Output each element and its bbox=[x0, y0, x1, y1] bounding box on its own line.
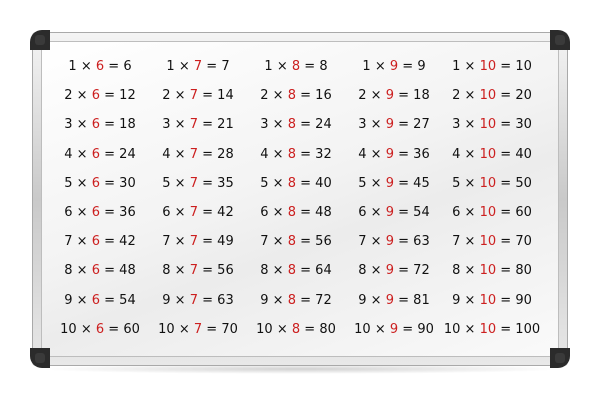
factor-highlight: 8 bbox=[287, 175, 296, 191]
product: 14 bbox=[217, 88, 234, 104]
factor-highlight: 8 bbox=[291, 321, 301, 337]
product: 16 bbox=[315, 88, 332, 104]
multiplier: 7 bbox=[162, 234, 171, 250]
factor-highlight: 8 bbox=[287, 234, 296, 250]
table-column-7 bbox=[148, 55, 248, 345]
multiplier: 2 bbox=[260, 88, 269, 104]
multiplier: 1 bbox=[452, 59, 461, 74]
multiplier: 9 bbox=[358, 292, 367, 308]
multiplier: 8 bbox=[162, 263, 171, 279]
equation-row: 4 × 7 = 28 bbox=[162, 146, 234, 162]
product: 48 bbox=[315, 205, 332, 220]
multiplier: 10 bbox=[60, 321, 77, 337]
equation-row: 1 × 6 = 6 bbox=[68, 59, 132, 74]
product: 60 bbox=[123, 321, 140, 337]
multiplier: 6 bbox=[64, 205, 73, 220]
product: 9 bbox=[417, 59, 426, 74]
equation-row: 9 × 6 = 54 bbox=[64, 292, 136, 308]
multiplier: 10 bbox=[443, 321, 461, 337]
multiplier: 4 bbox=[358, 146, 367, 162]
factor-highlight: 9 bbox=[385, 175, 394, 191]
product: 70 bbox=[221, 321, 238, 337]
equation-row: 3 × 10 = 30 bbox=[452, 117, 532, 133]
product: 36 bbox=[413, 146, 430, 162]
equation-row: 8 × 8 = 64 bbox=[260, 263, 332, 279]
multiplier: 7 bbox=[64, 234, 73, 250]
equation-row: 2 × 10 = 20 bbox=[452, 88, 532, 104]
equation-row: 8 × 7 = 56 bbox=[162, 263, 234, 279]
equation-row: 2 × 8 = 16 bbox=[260, 88, 332, 104]
factor-highlight: 6 bbox=[91, 88, 100, 104]
factor-highlight: 8 bbox=[287, 88, 296, 104]
equation-row: 8 × 10 = 80 bbox=[452, 263, 532, 279]
factor-highlight: 10 bbox=[479, 117, 497, 133]
factor-highlight: 7 bbox=[193, 321, 203, 337]
equation-row: 10 × 6 = 60 bbox=[60, 321, 140, 337]
product: 70 bbox=[515, 234, 532, 250]
equation-row: 6 × 10 = 60 bbox=[452, 205, 532, 220]
equation-row: 5 × 9 = 45 bbox=[358, 175, 430, 191]
factor-highlight: 8 bbox=[287, 292, 296, 308]
equation-row: 1 × 8 = 8 bbox=[264, 59, 328, 74]
equation-row: 2 × 6 = 12 bbox=[64, 88, 136, 104]
factor-highlight: 10 bbox=[479, 59, 497, 74]
factor-highlight: 8 bbox=[287, 263, 296, 279]
product: 80 bbox=[319, 321, 336, 337]
factor-highlight: 9 bbox=[385, 88, 394, 104]
factor-highlight: 9 bbox=[385, 263, 394, 279]
equation-row: 6 × 8 = 48 bbox=[260, 205, 332, 220]
equation-row: 6 × 9 = 54 bbox=[358, 205, 430, 220]
equation-row: 1 × 9 = 9 bbox=[362, 59, 426, 74]
factor-highlight: 6 bbox=[95, 321, 105, 337]
product: 36 bbox=[119, 205, 136, 220]
multiplier: 6 bbox=[260, 205, 269, 220]
product: 56 bbox=[315, 234, 332, 250]
multiplier: 7 bbox=[358, 234, 367, 250]
equation-row: 5 × 6 = 30 bbox=[64, 175, 136, 191]
product: 18 bbox=[413, 88, 430, 104]
multiplier: 1 bbox=[362, 59, 371, 74]
multiplier: 2 bbox=[64, 88, 73, 104]
factor-highlight: 8 bbox=[291, 59, 301, 74]
equation-row: 4 × 6 = 24 bbox=[64, 146, 136, 162]
multiplier: 10 bbox=[158, 321, 175, 337]
product: 45 bbox=[413, 175, 430, 191]
product: 40 bbox=[315, 175, 332, 191]
factor-highlight: 6 bbox=[91, 146, 100, 162]
product: 90 bbox=[417, 321, 434, 337]
product: 64 bbox=[315, 263, 332, 279]
factor-highlight: 9 bbox=[385, 292, 394, 308]
equation-row: 1 × 7 = 7 bbox=[166, 59, 230, 74]
multiplier: 8 bbox=[260, 263, 269, 279]
product: 60 bbox=[515, 205, 532, 220]
multiplier: 5 bbox=[260, 175, 269, 191]
equation-row: 7 × 6 = 42 bbox=[64, 234, 136, 250]
multiplier: 5 bbox=[358, 175, 367, 191]
multiplier: 2 bbox=[358, 88, 367, 104]
multiplier: 3 bbox=[358, 117, 367, 133]
frame-corner-bottom-right bbox=[550, 348, 570, 368]
factor-highlight: 7 bbox=[189, 263, 198, 279]
multiplier: 4 bbox=[162, 146, 171, 162]
multiplier: 9 bbox=[260, 292, 269, 308]
equation-row: 7 × 8 = 56 bbox=[260, 234, 332, 250]
multiplier: 1 bbox=[166, 59, 175, 74]
multiplier: 7 bbox=[260, 234, 269, 250]
factor-highlight: 10 bbox=[479, 234, 497, 250]
equation-row: 10 × 7 = 70 bbox=[158, 321, 238, 337]
multiplier: 6 bbox=[162, 205, 171, 220]
product: 20 bbox=[515, 88, 532, 104]
multiplier: 4 bbox=[260, 146, 269, 162]
product: 27 bbox=[413, 117, 430, 133]
factor-highlight: 7 bbox=[193, 59, 203, 74]
factor-highlight: 9 bbox=[385, 234, 394, 250]
multiplier: 7 bbox=[452, 234, 461, 250]
equation-row: 3 × 6 = 18 bbox=[64, 117, 136, 133]
product: 63 bbox=[413, 234, 430, 250]
product: 56 bbox=[217, 263, 234, 279]
frame-corner-top-left bbox=[30, 30, 50, 50]
factor-highlight: 6 bbox=[91, 175, 100, 191]
factor-highlight: 10 bbox=[479, 175, 497, 191]
factor-highlight: 8 bbox=[287, 205, 296, 220]
equation-row: 10 × 8 = 80 bbox=[256, 321, 336, 337]
product: 42 bbox=[217, 205, 234, 220]
product: 72 bbox=[413, 263, 430, 279]
equation-row: 2 × 9 = 18 bbox=[358, 88, 430, 104]
equation-row: 7 × 10 = 70 bbox=[452, 234, 532, 250]
equation-row: 5 × 8 = 40 bbox=[260, 175, 332, 191]
product: 42 bbox=[119, 234, 136, 250]
multiplier: 9 bbox=[162, 292, 171, 308]
table-column-10 bbox=[442, 55, 542, 345]
factor-highlight: 9 bbox=[389, 321, 399, 337]
product: 24 bbox=[315, 117, 332, 133]
multiplier: 6 bbox=[452, 205, 461, 220]
factor-highlight: 8 bbox=[287, 117, 296, 133]
factor-highlight: 7 bbox=[189, 205, 198, 220]
multiplier: 5 bbox=[162, 175, 171, 191]
factor-highlight: 7 bbox=[189, 292, 198, 308]
factor-highlight: 6 bbox=[91, 205, 100, 220]
product: 30 bbox=[515, 117, 532, 133]
equation-row: 7 × 7 = 49 bbox=[162, 234, 234, 250]
multiplier: 3 bbox=[452, 117, 461, 133]
multiplier: 4 bbox=[452, 146, 461, 162]
equation-row: 9 × 10 = 90 bbox=[452, 292, 532, 308]
multiplier: 3 bbox=[162, 117, 171, 133]
equation-row: 3 × 7 = 21 bbox=[162, 117, 234, 133]
equation-row: 6 × 6 = 36 bbox=[64, 205, 136, 220]
factor-highlight: 10 bbox=[479, 146, 497, 162]
table-column-6 bbox=[50, 55, 150, 345]
equation-row: 8 × 9 = 72 bbox=[358, 263, 430, 279]
multiplier: 5 bbox=[452, 175, 461, 191]
factor-highlight: 8 bbox=[287, 146, 296, 162]
product: 54 bbox=[119, 292, 136, 308]
equation-row: 5 × 10 = 50 bbox=[452, 175, 532, 191]
product: 48 bbox=[119, 263, 136, 279]
factor-highlight: 9 bbox=[385, 117, 394, 133]
factor-highlight: 9 bbox=[385, 205, 394, 220]
equation-row: 9 × 9 = 81 bbox=[358, 292, 430, 308]
multiplier: 6 bbox=[358, 205, 367, 220]
product: 6 bbox=[123, 59, 132, 74]
product: 18 bbox=[119, 117, 136, 133]
multiplier: 1 bbox=[68, 59, 77, 74]
equation-row: 3 × 9 = 27 bbox=[358, 117, 430, 133]
product: 32 bbox=[315, 146, 332, 162]
factor-highlight: 10 bbox=[479, 321, 497, 337]
factor-highlight: 6 bbox=[91, 263, 100, 279]
product: 72 bbox=[315, 292, 332, 308]
multiplier: 9 bbox=[452, 292, 461, 308]
multiplier: 10 bbox=[354, 321, 371, 337]
factor-highlight: 7 bbox=[189, 146, 198, 162]
product: 49 bbox=[217, 234, 234, 250]
product: 30 bbox=[119, 175, 136, 191]
multiplier: 4 bbox=[64, 146, 73, 162]
multiplier: 9 bbox=[64, 292, 73, 308]
product: 8 bbox=[319, 59, 328, 74]
factor-highlight: 6 bbox=[95, 59, 105, 74]
factor-highlight: 10 bbox=[479, 292, 497, 308]
equation-row: 6 × 7 = 42 bbox=[162, 205, 234, 220]
product: 80 bbox=[515, 263, 532, 279]
product: 90 bbox=[515, 292, 532, 308]
product: 100 bbox=[515, 321, 541, 337]
multiplier: 2 bbox=[162, 88, 171, 104]
factor-highlight: 9 bbox=[389, 59, 399, 74]
equation-row: 3 × 8 = 24 bbox=[260, 117, 332, 133]
product: 50 bbox=[515, 175, 532, 191]
equation-row: 4 × 9 = 36 bbox=[358, 146, 430, 162]
equation-row: 9 × 8 = 72 bbox=[260, 292, 332, 308]
equation-row: 10 × 9 = 90 bbox=[354, 321, 434, 337]
table-column-9 bbox=[344, 55, 444, 345]
product: 10 bbox=[515, 59, 532, 74]
product: 81 bbox=[413, 292, 430, 308]
multiplier: 8 bbox=[64, 263, 73, 279]
product: 40 bbox=[515, 146, 532, 162]
equation-row: 1 × 10 = 10 bbox=[452, 59, 532, 74]
multiplier: 3 bbox=[260, 117, 269, 133]
factor-highlight: 7 bbox=[189, 117, 198, 133]
factor-highlight: 7 bbox=[189, 234, 198, 250]
factor-highlight: 7 bbox=[189, 88, 198, 104]
multiplier: 5 bbox=[64, 175, 73, 191]
product: 7 bbox=[221, 59, 230, 74]
factor-highlight: 7 bbox=[189, 175, 198, 191]
factor-highlight: 10 bbox=[479, 263, 497, 279]
factor-highlight: 10 bbox=[479, 88, 497, 104]
factor-highlight: 6 bbox=[91, 234, 100, 250]
equation-row: 2 × 7 = 14 bbox=[162, 88, 234, 104]
product: 35 bbox=[217, 175, 234, 191]
equation-row: 9 × 7 = 63 bbox=[162, 292, 234, 308]
factor-highlight: 9 bbox=[385, 146, 394, 162]
equation-row: 5 × 7 = 35 bbox=[162, 175, 234, 191]
equation-row: 7 × 9 = 63 bbox=[358, 234, 430, 250]
equation-row: 4 × 8 = 32 bbox=[260, 146, 332, 162]
equation-row: 8 × 6 = 48 bbox=[64, 263, 136, 279]
product: 24 bbox=[119, 146, 136, 162]
multiplier: 10 bbox=[256, 321, 273, 337]
product: 21 bbox=[217, 117, 234, 133]
product: 12 bbox=[119, 88, 136, 104]
factor-highlight: 6 bbox=[91, 117, 100, 133]
multiplier: 1 bbox=[264, 59, 273, 74]
product: 54 bbox=[413, 205, 430, 220]
multiplication-tables bbox=[50, 55, 550, 345]
multiplier: 3 bbox=[64, 117, 73, 133]
product: 63 bbox=[217, 292, 234, 308]
multiplier: 8 bbox=[452, 263, 461, 279]
multiplier: 2 bbox=[452, 88, 461, 104]
table-column-8 bbox=[246, 55, 346, 345]
equation-row: 4 × 10 = 40 bbox=[452, 146, 532, 162]
factor-highlight: 10 bbox=[479, 205, 497, 220]
equation-row: 10 × 10 = 100 bbox=[443, 321, 541, 337]
factor-highlight: 6 bbox=[91, 292, 100, 308]
multiplier: 8 bbox=[358, 263, 367, 279]
product: 28 bbox=[217, 146, 234, 162]
